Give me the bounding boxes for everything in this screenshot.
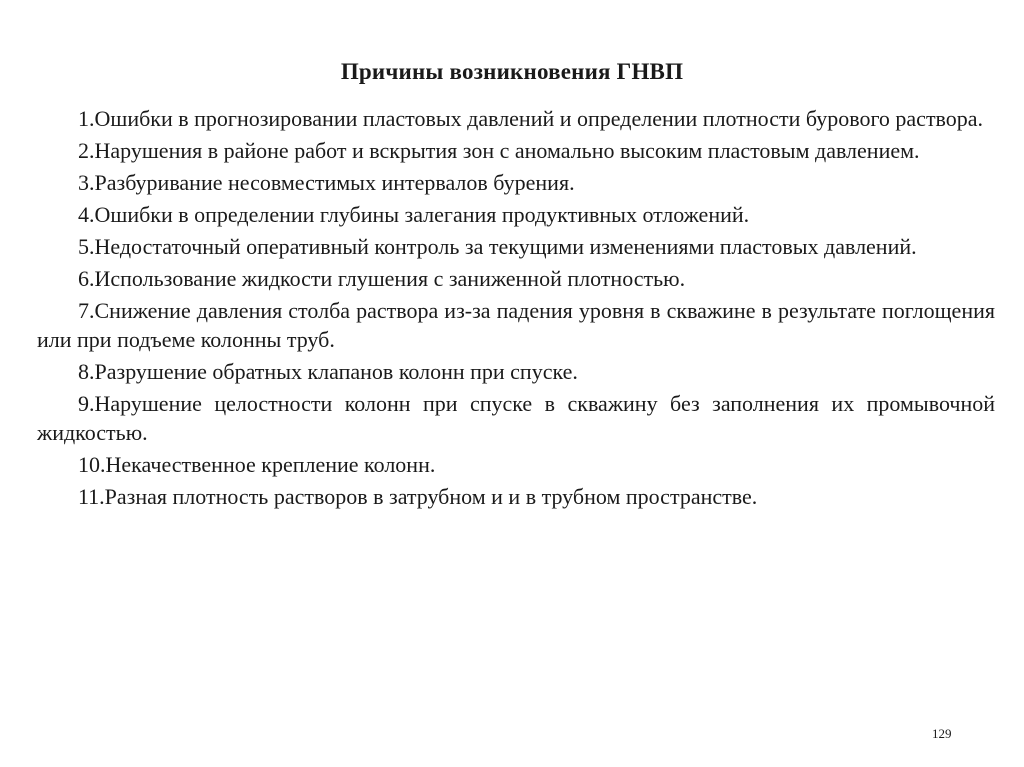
list-item: 10.Некачественное крепление колонн. — [78, 452, 436, 477]
list-item: 2.Нарушения в районе работ и вскрытия зон с аномально высоким пластовым давлением. — [78, 138, 920, 163]
list-item: 1.Ошибки в прогнозировании пластовых давлений и определении плотности бурового раствора. — [78, 106, 984, 131]
list-item: 11.Разная плотность растворов в затрубном и и в трубном пространстве. — [78, 484, 758, 509]
list-item: 7.Снижение давления столба раствора из-за падения уровня в скважине в результате поглощения или при подъеме колонны труб. — [37, 298, 995, 352]
list-item: 8.Разрушение обратных клапанов колонн при спуске. — [78, 359, 578, 384]
list-item: 4.Ошибки в определении глубины залегания продуктивных отложений. — [78, 202, 750, 227]
list-item: 6.Использование жидкости глушения с заниженной плотностью. — [78, 266, 686, 291]
page-title: Причины возникновения ГНВП — [340, 59, 684, 84]
list-item: 5.Недостаточный оперативный контроль за текущими изменениями пластовых давлений. — [78, 234, 917, 259]
list-item: 3.Разбуривание несовместимых интервалов бурения. — [78, 170, 575, 195]
list-item: 9.Нарушение целостности колонн при спуске в скважину без заполнения их промывочной жидкостью. — [37, 391, 995, 445]
causes-list — [37, 104, 995, 514]
page-number: 129 — [932, 726, 952, 741]
